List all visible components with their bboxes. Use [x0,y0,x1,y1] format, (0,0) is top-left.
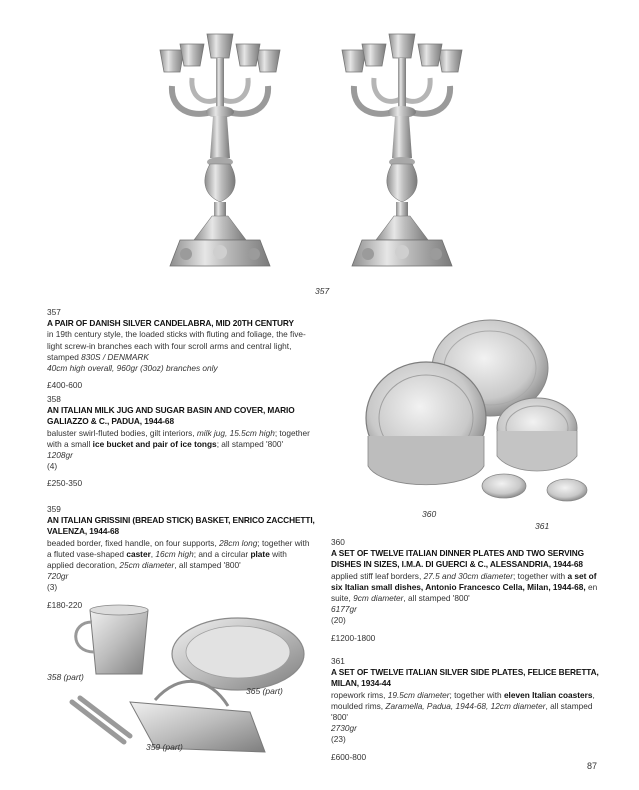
lot-estimate: £250-350 [47,478,83,489]
caption-360: 360 [422,509,437,519]
lot-number: 360 [331,537,345,547]
lot-weight: 6177gr [331,604,357,615]
serving-pieces-photo [60,602,325,762]
lot-number: 357 [47,307,61,317]
lot-estimate: £400-600 [47,380,83,391]
lot-358 [47,394,315,490]
lot-estimate: £1200-1800 [331,632,376,643]
lot-dimensions: 40cm high overall, 960gr (30oz) branches only [47,363,218,374]
caption-365-part: 365 (part) [246,686,283,696]
page-number: 87 [587,761,598,771]
caption-361: 361 [535,521,550,531]
lot-description: beaded border, fixed handle, on four supports, 28cm long; together with a fluted vase-shaped caster, 16cm high; and a circular plate with applied decoration, 25cm diameter, all stamped '800' [47,537,310,571]
lot-count: (23) [331,734,346,745]
lot-title: A PAIR OF DANISH SILVER CANDELABRA, MID 20TH CENTURY [47,318,294,329]
lot-count: (4) [47,461,58,472]
lot-number: 358 [47,394,61,404]
candelabra-photo [140,28,510,290]
lot-weight: 1208gr [47,450,73,461]
lot-weight: 720gr [47,571,69,582]
lot-description: baluster swirl-fluted bodies, gilt interiors, milk jug, 15.5cm high; together with a small ice bucket and pair of ice tongs; all stamped '800' [47,427,310,449]
caption-358-part: 358 (part) [47,672,84,682]
lot-count: (20) [331,615,346,626]
caption-357: 357 [315,286,330,296]
lot-359 [47,504,315,611]
plates-photo [362,316,597,516]
lot-estimate: £600-800 [331,751,367,762]
lot-description: ropework rims, 19.5cm diameter; together with eleven Italian coasters, moulded rims, Zaramella, Padua, 1944-68, 12cm diameter, all stamped '800' [331,689,595,723]
lot-title: AN ITALIAN GRISSINI (BREAD STICK) BASKET, ENRICO ZACCHETTI, VALENZA, 1944-68 [47,515,315,537]
lot-number: 359 [47,504,61,514]
lot-360 [331,537,601,644]
caption-359-part: 359 (part) [146,742,183,752]
lot-estimate: £180-220 [47,599,83,610]
lot-description: applied stiff leaf borders, 27.5 and 30cm diameter; together with a set of six Italian small dishes, Antonio Francesco Cella, Milan, 1944-68, en suite, 9cm diameter, all stamped '800' [331,570,598,604]
lot-count: (3) [47,582,58,593]
lot-title: A SET OF TWELVE ITALIAN DINNER PLATES AND TWO SERVING DISHES IN SIZES, I.M.A. DI GUERCI & C., ALESSANDRIA, 1944-68 [331,548,584,570]
lot-description: in 19th century style, the loaded sticks with fluting and foliage, the five-light screw-in branches each with four scroll arms and central light, stamped 830S / DENMARK [47,329,306,362]
lot-361 [331,656,601,763]
lot-title: AN ITALIAN MILK JUG AND SUGAR BASIN AND COVER, MARIO GALIAZZO & C., PADUA, 1944-68 [47,405,295,427]
lot-number: 361 [331,656,345,666]
lot-weight: 2730gr [331,723,357,734]
lot-357 [47,307,315,391]
lot-title: A SET OF TWELVE ITALIAN SILVER SIDE PLATES, FELICE BERETTA, MILAN, 1934-44 [331,667,599,689]
